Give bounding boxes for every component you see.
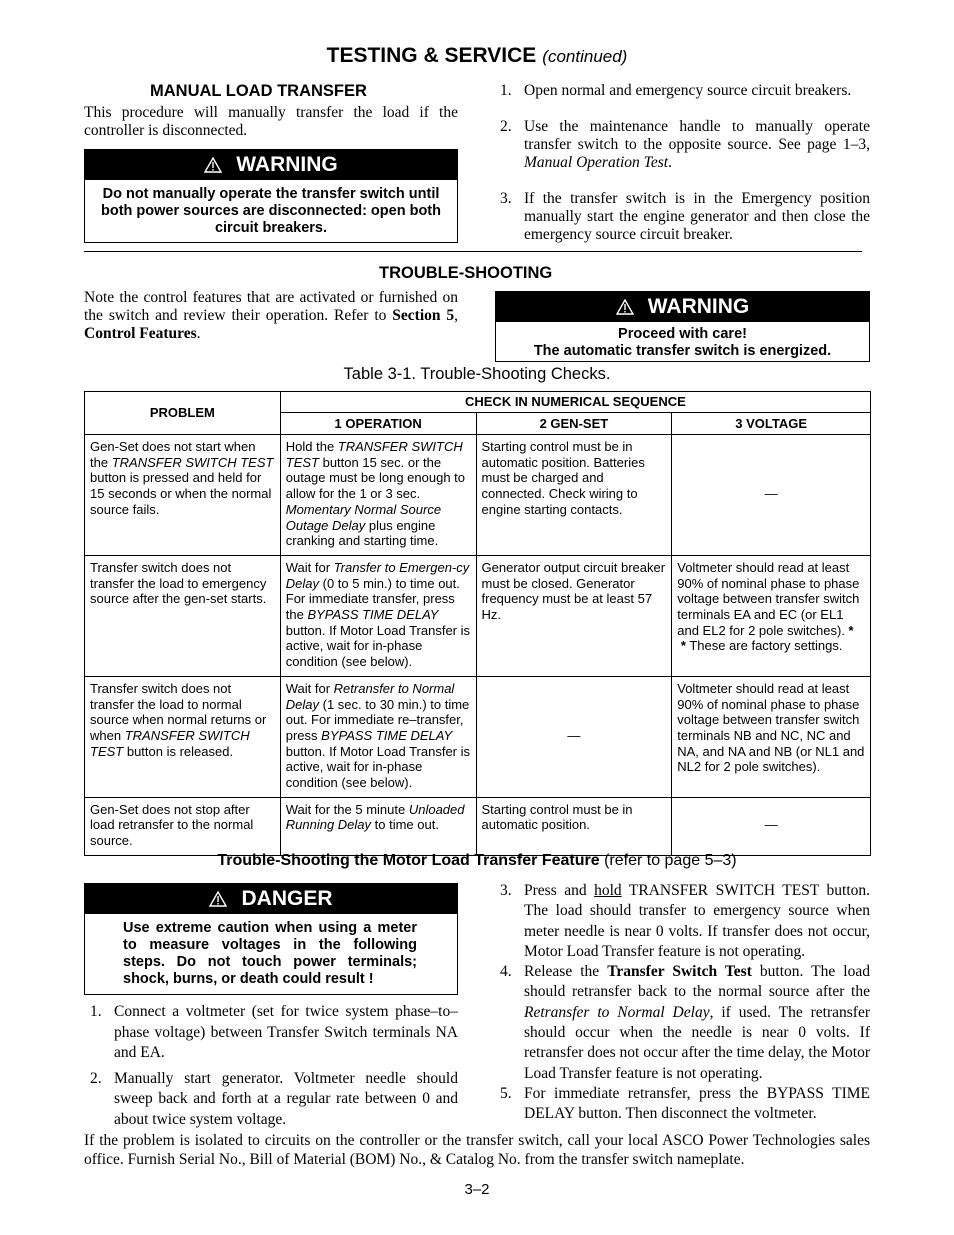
intro-sep: , xyxy=(454,307,459,324)
list-item xyxy=(500,82,870,100)
step-text xyxy=(524,881,870,962)
section-divider xyxy=(84,251,862,252)
step3-text-a: Press and xyxy=(524,882,595,899)
genset-cell: — xyxy=(476,676,672,797)
table-row xyxy=(85,676,871,797)
step-number: 5. xyxy=(500,1084,512,1102)
danger-text: Use extreme caution when using a meter to measure voltages in the following steps. Do not touch power terminals; shock, burns, or death could result ! xyxy=(123,920,417,987)
step-text-italic: Manual Operation Test xyxy=(524,154,669,171)
intro-text: Note the control features that are activated or furnished on the switch and review their operation. Refer to xyxy=(84,289,458,324)
genset-cell: Generator output circuit breaker must be closed. Generator frequency must be at least 57 Hz. xyxy=(476,555,672,676)
page-title xyxy=(0,44,954,68)
step-number: 2. xyxy=(500,118,512,135)
step4-italic: Retransfer to Normal Delay xyxy=(524,1003,710,1021)
list-item xyxy=(500,962,870,1084)
warning-line-2: The automatic transfer switch is energized. xyxy=(533,343,832,359)
danger-bar xyxy=(85,884,457,914)
step-text xyxy=(524,118,870,172)
intro-bold-features: Control Features xyxy=(84,325,197,342)
step-text: Manually start generator. Voltmeter needle should sweep back and forth at a regular rate between 0 and about twice system voltage. xyxy=(114,1069,458,1128)
problem-cell: Transfer switch does not transfer the load to emergency source after the gen-set starts. xyxy=(85,555,281,676)
title-text: TESTING & SERVICE xyxy=(326,44,537,67)
operation-header: 1 OPERATION xyxy=(280,413,476,435)
step-number: 3. xyxy=(500,882,512,899)
step4-text-a: Release the xyxy=(524,963,608,981)
operation-cell: Wait for the 5 minute Unloaded Running Delay to time out. xyxy=(280,797,476,855)
table-row xyxy=(85,797,871,855)
warning-label: WARNING xyxy=(647,295,750,318)
problem-cell: Gen-Set does not start when the TRANSFER SWITCH TEST button is pressed and held for 15 seconds or when the normal source fails. xyxy=(85,435,281,556)
warning-triangle-icon xyxy=(204,157,222,173)
warning-text xyxy=(496,322,869,360)
motor-load-heading xyxy=(0,852,954,870)
step-text: Open normal and emergency source circuit breakers. xyxy=(524,82,852,99)
troubleshooting-intro xyxy=(84,289,458,343)
warning-line-1: Proceed with care! xyxy=(618,326,747,342)
list-item xyxy=(500,1084,870,1125)
step-text: Connect a voltmeter (set for twice system phase–to–phase voltage) between Transfer Switch terminals NA and EA. xyxy=(114,1003,458,1061)
voltage-cell: — xyxy=(672,797,871,855)
step-number: 3. xyxy=(500,190,512,207)
step-text: For immediate retransfer, press the BYPASS TIME DELAY button. Then disconnect the voltmeter. xyxy=(524,1084,870,1123)
footer-note: If the problem is isolated to circuits on the controller or the transfer switch, call your local ASCO Power Technologies sales office. Furnish Serial No., Bill of Material (BOM) No., & Catalog No. from the transfer switch nameplate. xyxy=(84,1132,870,1168)
step-text-b: . xyxy=(668,154,672,171)
voltage-header: 3 VOLTAGE xyxy=(672,413,871,435)
step-number: 1. xyxy=(90,1003,102,1020)
genset-cell: Starting control must be in automatic position. xyxy=(476,797,672,855)
warning-triangle-icon xyxy=(209,891,227,907)
warning-bar xyxy=(496,292,869,322)
table-row xyxy=(85,435,871,556)
danger-label: DANGER xyxy=(241,887,333,910)
intro-end: . xyxy=(196,325,201,342)
problem-cell: Gen-Set does not stop after load retransfer to the normal source. xyxy=(85,797,281,855)
operation-cell: Wait for Retransfer to Normal Delay (1 sec. to 30 min.) to time out. For immediate re–transfer, press BYPASS TIME DELAY button. If Motor Load Transfer is active, wait for in-phase condition (see below). xyxy=(280,676,476,797)
step-number: 2. xyxy=(90,1069,102,1087)
step-number: 4. xyxy=(500,963,512,981)
step4-text-b: button. The load should retransfer back to the normal source after the xyxy=(524,963,870,1001)
manual-transfer-steps xyxy=(500,82,870,244)
manual-transfer-intro: This procedure will manually transfer the load if the controller is disconnected. xyxy=(84,104,458,139)
operation-cell: Wait for Transfer to Emergen-cy Delay (0 to 5 min.) to time out. For immediate transfer, press the BYPASS TIME DELAY button. If Motor Load Transfer is active, wait for in-phase condition (see below). xyxy=(280,555,476,676)
list-item xyxy=(90,1069,458,1131)
danger-box xyxy=(84,883,458,995)
problem-cell: Transfer switch does not transfer the load to normal source when normal returns or when TRANSFER SWITCH TEST button is released. xyxy=(85,676,281,797)
manual-transfer-heading: MANUAL LOAD TRANSFER xyxy=(150,82,367,100)
step-number: 1. xyxy=(500,82,512,99)
warning-box-troubleshooting xyxy=(495,291,870,362)
page-number: 3–2 xyxy=(464,1181,490,1198)
list-item xyxy=(90,1002,458,1064)
list-item xyxy=(500,190,870,244)
step3-underline: hold xyxy=(594,882,622,899)
warning-text: Do not manually operate the transfer switch until both power sources are disconnected: open both circuit breakers. xyxy=(101,186,441,236)
step-text: If the transfer switch is in the Emergency position manually start the engine generator and then close the emergency source circuit breaker. xyxy=(524,190,870,243)
step3-text-b: TRANSFER SWITCH TEST button. The load should transfer to emergency source when meter needle is near 0 volts. If transfer does not occur, Motor Load Transfer feature is not operating. xyxy=(524,882,870,960)
table-header-row xyxy=(85,392,871,413)
genset-header: 2 GEN-SET xyxy=(476,413,672,435)
warning-label: WARNING xyxy=(236,153,338,176)
list-item xyxy=(500,881,870,962)
voltage-cell: — xyxy=(672,435,871,556)
motor-load-heading-ref: (refer to page 5–3) xyxy=(599,852,737,869)
step4-bold: Transfer Switch Test xyxy=(607,963,752,981)
voltage-cell: Voltmeter should read at least 90% of nominal phase to phase voltage between transfer switch terminals EA and EC (or EL1 and EL2 for 2 pole switches). * * These are factory settings. xyxy=(672,555,871,676)
motor-load-heading-bold: Trouble-Shooting the Motor Load Transfer Feature xyxy=(217,852,600,869)
warning-triangle-icon xyxy=(616,299,634,315)
warning-bar xyxy=(85,150,457,180)
operation-cell: Hold the TRANSFER SWITCH TEST button 15 sec. or the outage must be long enough to allow for the 1 or 3 sec. Momentary Normal Source Outage Delay plus engine cranking and starting time. xyxy=(280,435,476,556)
troubleshooting-heading: TROUBLE-SHOOTING xyxy=(379,264,553,282)
troubleshooting-table xyxy=(84,391,871,856)
table-row xyxy=(85,555,871,676)
step-text-a: Use the maintenance handle to manually operate transfer switch to the opposite source. See page 1–3, xyxy=(524,118,870,153)
step4-text-c: , if used. The retransfer should occur when the needle is near 0 volts. If retransfer does not occur after the time delay, the Motor Load Transfer feature is not operating. xyxy=(524,1003,870,1082)
motor-load-steps-right xyxy=(500,881,870,1125)
title-continued: (continued) xyxy=(542,47,628,66)
motor-load-steps-left xyxy=(90,1002,458,1130)
check-sequence-header: CHECK IN NUMERICAL SEQUENCE xyxy=(280,392,870,413)
step-text xyxy=(524,962,870,1084)
intro-bold-section: Section 5 xyxy=(392,307,455,324)
problem-header: PROBLEM xyxy=(85,392,281,435)
table-caption: Table 3-1. Trouble-Shooting Checks. xyxy=(343,365,611,383)
genset-cell: Starting control must be in automatic position. Batteries must be charged and connected. Check wiring to engine starting contacts. xyxy=(476,435,672,556)
warning-box-manual xyxy=(84,149,458,243)
list-item xyxy=(500,118,870,172)
voltage-cell: Voltmeter should read at least 90% of nominal phase to phase voltage between transfer switch terminals NB and NC, NC and NA, and NA and NB (or NL1 and NL2 for 2 pole switches). xyxy=(672,676,871,797)
